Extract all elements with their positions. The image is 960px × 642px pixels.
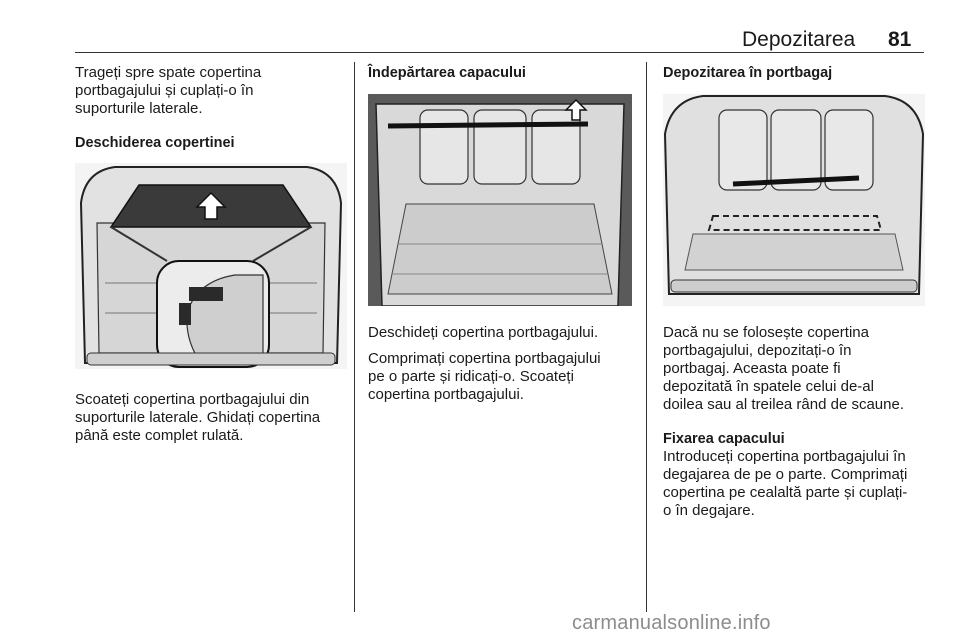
- fixing-line-4: o în degajare.: [663, 502, 755, 519]
- section-heading-opening: Deschiderea copertinei: [75, 135, 235, 151]
- column-3: [663, 64, 927, 520]
- fixing-line-2: degajarea de pe o parte. Comprimați: [663, 466, 908, 483]
- step-open-cover: Deschideți copertina portbagajului.: [368, 324, 599, 341]
- storage-line-4: depozitată în spatele celui de-al: [663, 378, 874, 395]
- header-divider: [75, 52, 924, 53]
- storage-line-1: Dacă nu se folosește copertina: [663, 324, 869, 341]
- column-2: [368, 64, 636, 404]
- storage-line-2: portbagajului, depozitați-o în: [663, 342, 852, 359]
- step-line-1: Comprimați copertina portbagajului: [368, 350, 601, 367]
- column-divider-2: [646, 62, 647, 612]
- section-heading-removal: Îndepărtarea capacului: [368, 65, 526, 81]
- fixing-line-3: copertina pe cealaltă parte și cuplați-: [663, 484, 908, 501]
- figure-stowed-cover: [663, 94, 925, 306]
- step-line-2: pe o parte și ridicați-o. Scoateți: [368, 368, 574, 385]
- column-divider-1: [354, 62, 355, 612]
- page-header-title: Depozitarea: [742, 28, 856, 51]
- intro-line-3: suporturile laterale.: [75, 100, 203, 117]
- page-number: 81: [888, 28, 912, 51]
- intro-line-2: portbagajului și cuplați-o în: [75, 82, 254, 99]
- body-line-2: suporturile laterale. Ghidați copertina: [75, 409, 321, 426]
- watermark: carmanualsonline.info: [572, 612, 771, 634]
- figure-lift-cover: [368, 94, 632, 306]
- column-1: [75, 64, 347, 445]
- section-heading-fixing: Fixarea capacului: [663, 431, 785, 447]
- storage-line-5: doilea sau al treilea rând de scaune.: [663, 396, 904, 413]
- fixing-line-1: Introduceți copertina portbagajului în: [663, 448, 906, 465]
- body-line-3: până este complet rulată.: [75, 427, 244, 444]
- storage-line-3: portbagaj. Aceasta poate fi: [663, 360, 841, 377]
- step-line-3: copertina portbagajului.: [368, 386, 524, 403]
- intro-line-1: Trageți spre spate copertina: [75, 64, 262, 81]
- figure-cover-removal: [75, 163, 347, 369]
- body-line-1: Scoateți copertina portbagajului din: [75, 391, 310, 408]
- section-heading-storage: Depozitarea în portbagaj: [663, 65, 833, 81]
